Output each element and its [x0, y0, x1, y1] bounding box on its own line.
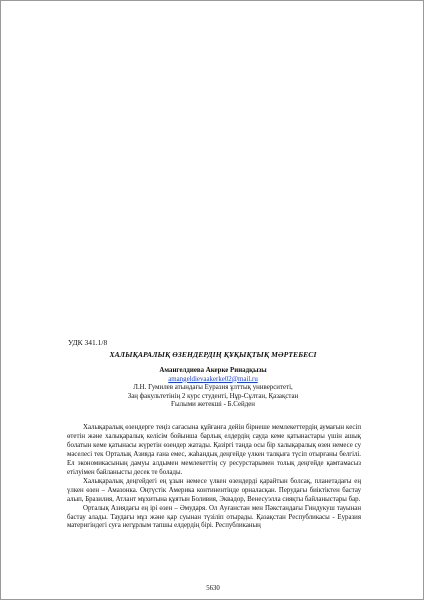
affiliation-line-1: Л.Н. Гумилев атындағы Еуразия ұлттық университеті,: [133, 384, 293, 391]
body-paragraph: Орталық Азиядағы ең ірі өзен – Әмударя. Ол Ауғанстан мен Пәкстандағы Гиндукуш тауынан бастау алады. Таудағы мұз және қар суынан түзіліп отырады. Қазақстан Республикасы - Еуразия материгіндегі суға негұрлым тапшы елдердің бірі. Республиканың: [67, 504, 361, 530]
document-page: [1, 1, 424, 601]
article-title: ХАЛЫҚАРАЛЫҚ ӨЗЕНДЕРДІҢ ҚҰҚЫҚТЫҚ МӘРТЕБЕСІ: [109, 350, 317, 359]
supervisor-line: Ғылыми жетекші - Б.Сейден: [171, 401, 255, 408]
author-block: [61, 367, 365, 410]
article-body: [67, 424, 361, 531]
author-email-link[interactable]: amangeldievaakerke02@mail.ru: [168, 375, 258, 383]
page-number: 5630: [206, 585, 220, 592]
author-name: Амангелдиева Акерке Ринадқызы: [159, 367, 267, 374]
body-paragraph: Халықаралық деңгейдегі ең ұзын немесе үлкен өзендерді қарайтын болсақ, планетадағы ең үлкен өзен – Амазонка. Оңтүстік Америка континентінде орналасқан. Перудағы биіктіктен бастау алып, Бразилия, Атлант мұхитына құятын Боливия, Эквадор, Венесуэлла сияқты байланыстары бар.: [67, 477, 361, 503]
udc-code: УДК 341.1/8: [68, 338, 108, 347]
affiliation-line-2: Заң факультетінің 2 курс студенті, Нұр-Сұлтан, Қазақстан: [127, 392, 299, 400]
body-paragraph: Халықаралық өзендерге теңіз сағасына құйғанға дейін бірнеше мемлекеттердің аумағын кесіп өтетін және халықаралық келісім бойынша барлық елдердің сауда кеме қатынастары үшін ашық болатын кеме қатынасы жүретін өзендер жатады. Қазіргі таңда осы бір халықаралық өзен немесе су мәселесі тек Орталық Азияда ғана емес, жаһандық деңгейде үлкен талқыға түсіп отырғаны белгілі. Ел экономикасының дамуы алдымен мемлекеттің су ресурстарымен толық деңгейде қамтамасыз етілуімен байланысты десек те болады.: [67, 424, 361, 476]
